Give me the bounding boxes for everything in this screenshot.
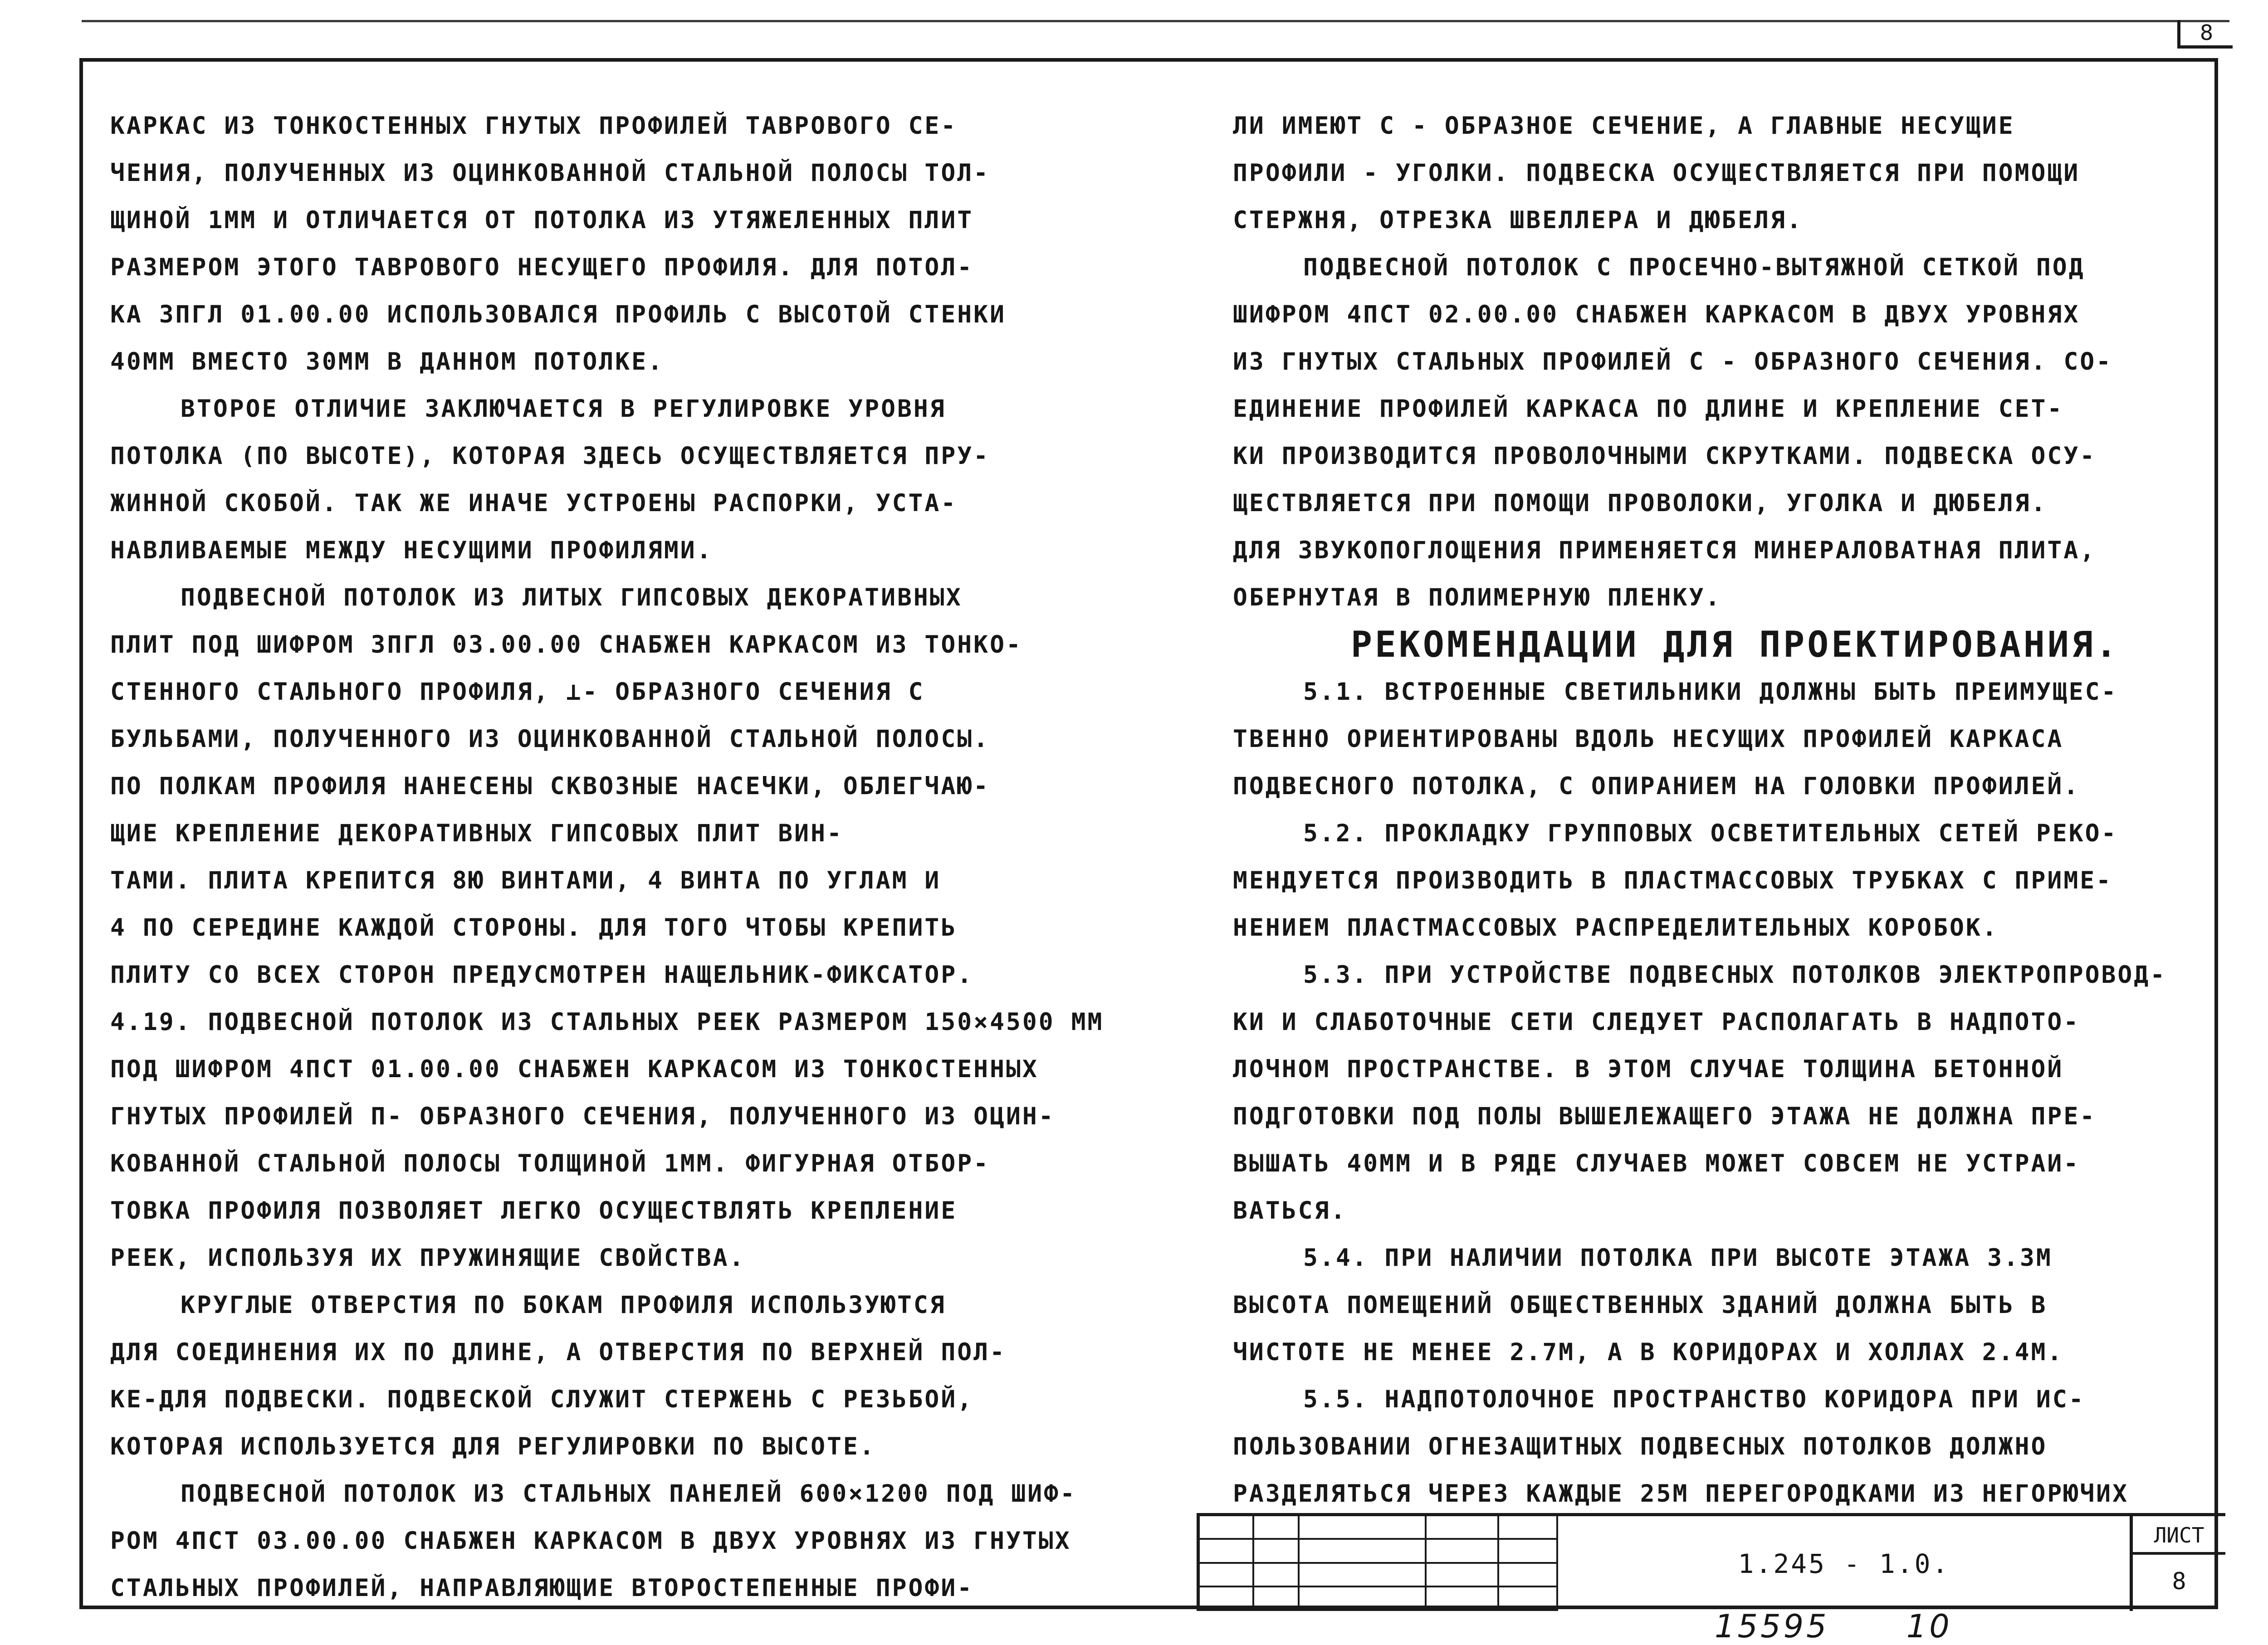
text-line: СТЕННОГО СТАЛЬНОГО ПРОФИЛЯ, ⊥- ОБРАЗНОГО СЕЧЕНИЯ С xyxy=(110,678,925,706)
text-line: КРУГЛЫЕ ОТВЕРСТИЯ ПО БОКАМ ПРОФИЛЯ ИСПОЛЬЗУЮТСЯ xyxy=(181,1291,946,1319)
text-line: ДЛЯ СОЕДИНЕНИЯ ИХ ПО ДЛИНЕ, А ОТВЕРСТИЯ ПО ВЕРХНЕЙ ПОЛ- xyxy=(110,1338,1006,1366)
title-block-cell xyxy=(1200,1587,1254,1611)
text-line: ПОД ШИФРОМ 4ПСТ 01.00.00 СНАБЖЕН КАРКАСОМ ИЗ ТОНКОСТЕННЫХ xyxy=(110,1055,1039,1083)
title-block-cell xyxy=(1300,1587,1427,1611)
text-line: 5.3. ПРИ УСТРОЙСТВЕ ПОДВЕСНЫХ ПОТОЛКОВ ЭЛЕКТРОПРОВОД- xyxy=(1303,961,2167,989)
title-block-cell xyxy=(1499,1540,1558,1563)
text-line: ПОДВЕСНОГО ПОТОЛКА, С ОПИРАНИЕМ НА ГОЛОВКИ ПРОФИЛЕЙ. xyxy=(1233,772,2080,800)
section-heading: РЕКОМЕНДАЦИИ ДЛЯ ПРОЕКТИРОВАНИЯ. xyxy=(1351,625,2120,665)
right-text-column xyxy=(1233,103,2204,1518)
title-block-cell xyxy=(1499,1564,1558,1587)
sheet-number: 8 xyxy=(2172,1568,2186,1595)
text-line: ПЛИТУ СО ВСЕХ СТОРОН ПРЕДУСМОТРЕН НАЩЕЛЬНИК-ФИКСАТОР. xyxy=(110,961,974,989)
text-line: 5.2. ПРОКЛАДКУ ГРУППОВЫХ ОСВЕТИТЕЛЬНЫХ СЕТЕЙ РЕКО- xyxy=(1303,820,2118,847)
text-line: ПО ПОЛКАМ ПРОФИЛЯ НАНЕСЕНЫ СКВОЗНЫЕ НАСЕЧКИ, ОБЛЕГЧАЮ- xyxy=(110,772,990,800)
text-line: 5.4. ПРИ НАЛИЧИИ ПОТОЛКА ПРИ ВЫСОТЕ ЭТАЖА 3.3М xyxy=(1303,1244,2053,1272)
archive-number xyxy=(1715,1608,1952,1645)
title-block-cell xyxy=(1254,1516,1300,1540)
text-line: ПОДВЕСНОЙ ПОТОЛОК ИЗ СТАЛЬНЫХ ПАНЕЛЕЙ 600×1200 ПОД ШИФ- xyxy=(181,1480,1076,1508)
title-block-cell xyxy=(1499,1587,1558,1611)
text-line: ЩИЕ КРЕПЛЕНИЕ ДЕКОРАТИВНЫХ ГИПСОВЫХ ПЛИТ ВИН- xyxy=(110,820,843,847)
text-line: ВЫШАТЬ 40ММ И В РЯДЕ СЛУЧАЕВ МОЖЕТ СОВСЕМ НЕ УСТРАИ- xyxy=(1233,1150,2080,1177)
text-line: ЛОЧНОМ ПРОСТРАНСТВЕ. В ЭТОМ СЛУЧАЕ ТОЛЩИНА БЕТОННОЙ xyxy=(1233,1055,2064,1083)
top-rule xyxy=(82,20,2229,22)
text-line: КА 3ПГЛ 01.00.00 ИСПОЛЬЗОВАЛСЯ ПРОФИЛЬ С ВЫСОТОЙ СТЕНКИ xyxy=(110,301,1006,328)
text-line: КОВАННОЙ СТАЛЬНОЙ ПОЛОСЫ ТОЛЩИНОЙ 1ММ. ФИГУРНАЯ ОТБОР- xyxy=(110,1150,990,1177)
left-text-column xyxy=(110,103,1167,1612)
text-line: МЕНДУЕТСЯ ПРОИЗВОДИТЬ В ПЛАСТМАССОВЫХ ТРУБКАХ С ПРИМЕ- xyxy=(1233,867,2113,894)
text-line: ОБЕРНУТАЯ В ПОЛИМЕРНУЮ ПЛЕНКУ. xyxy=(1233,584,1722,611)
archive-id: 15595 xyxy=(1715,1608,1829,1645)
text-line: ЕДИНЕНИЕ ПРОФИЛЕЙ КАРКАСА ПО ДЛИНЕ И КРЕПЛЕНИЕ СЕТ- xyxy=(1233,395,2064,423)
corner-page-number: 8 xyxy=(2177,20,2233,49)
text-line: РЕЕК, ИСПОЛЬЗУЯ ИХ ПРУЖИНЯЩИЕ СВОЙСТВА. xyxy=(110,1244,746,1272)
title-block-cell xyxy=(1300,1540,1427,1563)
text-line: ПРОФИЛИ - УГОЛКИ. ПОДВЕСКА ОСУЩЕСТВЛЯЕТСЯ ПРИ ПОМОЩИ xyxy=(1233,159,2080,187)
right-text-after-heading xyxy=(1233,669,2204,1518)
text-line: БУЛЬБАМИ, ПОЛУЧЕННОГО ИЗ ОЦИНКОВАННОЙ СТАЛЬНОЙ ПОЛОСЫ. xyxy=(110,725,990,753)
title-block-cell xyxy=(1254,1587,1300,1611)
text-line: ЩЕСТВЛЯЕТСЯ ПРИ ПОМОЩИ ПРОВОЛОКИ, УГОЛКА И ДЮБЕЛЯ. xyxy=(1233,489,2048,517)
text-line: СТАЛЬНЫХ ПРОФИЛЕЙ, НАПРАВЛЯЮЩИЕ ВТОРОСТЕПЕННЫЕ ПРОФИ- xyxy=(110,1574,974,1602)
text-line: ГНУТЫХ ПРОФИЛЕЙ П- ОБРАЗНОГО СЕЧЕНИЯ, ПОЛУЧЕННОГО ИЗ ОЦИН- xyxy=(110,1103,1055,1130)
text-line: ШИФРОМ 4ПСТ 02.00.00 СНАБЖЕН КАРКАСОМ В ДВУХ УРОВНЯХ xyxy=(1233,301,2080,328)
title-block-cell xyxy=(1427,1587,1499,1611)
text-line: РАЗДЕЛЯТЬСЯ ЧЕРЕЗ КАЖДЫЕ 25М ПЕРЕГОРОДКАМИ ИЗ НЕГОРЮЧИХ xyxy=(1233,1480,2129,1508)
text-line: ТАМИ. ПЛИТА КРЕПИТСЯ 8Ю ВИНТАМИ, 4 ВИНТА ПО УГЛАМ И xyxy=(110,867,941,894)
text-line: 5.5. НАДПОТОЛОЧНОЕ ПРОСТРАНСТВО КОРИДОРА ПРИ ИС- xyxy=(1303,1386,2085,1413)
text-line: ТВЕННО ОРИЕНТИРОВАНЫ ВДОЛЬ НЕСУЩИХ ПРОФИЛЕЙ КАРКАСА xyxy=(1233,725,2064,753)
text-line: ЩИНОЙ 1ММ И ОТЛИЧАЕТСЯ ОТ ПОТОЛКА ИЗ УТЯЖЕЛЕННЫХ ПЛИТ xyxy=(110,206,974,234)
text-line: ВАТЬСЯ. xyxy=(1233,1197,1347,1225)
text-line: РАЗМЕРОМ ЭТОГО ТАВРОВОГО НЕСУЩЕГО ПРОФИЛЯ. ДЛЯ ПОТОЛ- xyxy=(110,254,974,281)
text-line: 40ММ ВМЕСТО 30ММ В ДАННОМ ПОТОЛКЕ. xyxy=(110,348,664,376)
text-line: ЧИСТОТЕ НЕ МЕНЕЕ 2.7М, А В КОРИДОРАХ И ХОЛЛАХ 2.4М. xyxy=(1233,1338,2064,1366)
text-line: ПЛИТ ПОД ШИФРОМ 3ПГЛ 03.00.00 СНАБЖЕН КАРКАСОМ ИЗ ТОНКО- xyxy=(110,631,1022,659)
title-block-grid xyxy=(1200,1516,1558,1611)
title-block-cell xyxy=(1300,1564,1427,1587)
title-block-cell xyxy=(1427,1564,1499,1587)
text-line: ПОДВЕСНОЙ ПОТОЛОК ИЗ ЛИТЫХ ГИПСОВЫХ ДЕКОРАТИВНЫХ xyxy=(181,584,963,611)
title-block-cell xyxy=(1200,1516,1254,1540)
text-line: ДЛЯ ЗВУКОПОГЛОЩЕНИЯ ПРИМЕНЯЕТСЯ МИНЕРАЛОВАТНАЯ ПЛИТА, xyxy=(1233,537,2097,564)
right-text-before-heading xyxy=(1233,103,2204,621)
text-line: ПОДГОТОВКИ ПОД ПОЛЫ ВЫШЕЛЕЖАЩЕГО ЭТАЖА НЕ ДОЛЖНА ПРЕ- xyxy=(1233,1103,2097,1130)
text-line: КИ ПРОИЗВОДИТСЯ ПРОВОЛОЧНЫМИ СКРУТКАМИ. ПОДВЕСКА ОСУ- xyxy=(1233,442,2097,470)
text-line: НАВЛИВАЕМЫЕ МЕЖДУ НЕСУЩИМИ ПРОФИЛЯМИ. xyxy=(110,537,713,564)
title-block-cell xyxy=(1427,1540,1499,1563)
text-line: КОТОРАЯ ИСПОЛЬЗУЕТСЯ ДЛЯ РЕГУЛИРОВКИ ПО ВЫСОТЕ. xyxy=(110,1433,876,1460)
text-line: НЕНИЕМ ПЛАСТМАССОВЫХ РАСПРЕДЕЛИТЕЛЬНЫХ КОРОБОК. xyxy=(1233,914,1999,942)
text-line: 4 ПО СЕРЕДИНЕ КАЖДОЙ СТОРОНЫ. ДЛЯ ТОГО ЧТОБЫ КРЕПИТЬ xyxy=(110,914,958,942)
text-line: ЧЕНИЯ, ПОЛУЧЕННЫХ ИЗ ОЦИНКОВАННОЙ СТАЛЬНОЙ ПОЛОСЫ ТОЛ- xyxy=(110,159,990,187)
text-line: ПОЛЬЗОВАНИИ ОГНЕЗАЩИТНЫХ ПОДВЕСНЫХ ПОТОЛКОВ ДОЛЖНО xyxy=(1233,1433,2048,1460)
text-line: КАРКАС ИЗ ТОНКОСТЕННЫХ ГНУТЫХ ПРОФИЛЕЙ ТАВРОВОГО СЕ- xyxy=(110,112,958,140)
text-line: КИ И СЛАБОТОЧНЫЕ СЕТИ СЛЕДУЕТ РАСПОЛАГАТЬ В НАДПОТО- xyxy=(1233,1008,2080,1036)
text-line: КЕ-ДЛЯ ПОДВЕСКИ. ПОДВЕСКОЙ СЛУЖИТ СТЕРЖЕНЬ С РЕЗЬБОЙ, xyxy=(110,1386,974,1413)
text-line: ТОВКА ПРОФИЛЯ ПОЗВОЛЯЕТ ЛЕГКО ОСУЩЕСТВЛЯТЬ КРЕПЛЕНИЕ xyxy=(110,1197,958,1225)
text-line: ЛИ ИМЕЮТ С - ОБРАЗНОЕ СЕЧЕНИЕ, А ГЛАВНЫЕ НЕСУЩИЕ xyxy=(1233,112,2015,140)
text-line: ВТОРОЕ ОТЛИЧИЕ ЗАКЛЮЧАЕТСЯ В РЕГУЛИРОВКЕ УРОВНЯ xyxy=(181,395,946,423)
title-block xyxy=(1197,1513,2225,1611)
title-block-cell xyxy=(1300,1516,1427,1540)
text-line: СТЕРЖНЯ, ОТРЕЗКА ШВЕЛЛЕРА И ДЮБЕЛЯ. xyxy=(1233,206,1803,234)
text-line: ПОТОЛКА (ПО ВЫСОТЕ), КОТОРАЯ ЗДЕСЬ ОСУЩЕСТВЛЯЕТСЯ ПРУ- xyxy=(110,442,990,470)
title-block-cell xyxy=(1200,1564,1254,1587)
sheet-label: ЛИСТ xyxy=(2133,1516,2225,1555)
text-line: ЖИННОЙ СКОБОЙ. ТАК ЖЕ ИНАЧЕ УСТРОЕНЫ РАСПОРКИ, УСТА- xyxy=(110,489,958,517)
text-line: ПОДВЕСНОЙ ПОТОЛОК С ПРОСЕЧНО-ВЫТЯЖНОЙ СЕТКОЙ ПОД xyxy=(1303,254,2085,281)
title-block-cell xyxy=(1254,1564,1300,1587)
text-line: ВЫСОТА ПОМЕЩЕНИЙ ОБЩЕСТВЕННЫХ ЗДАНИЙ ДОЛЖНА БЫТЬ В xyxy=(1233,1291,2048,1319)
drawing-sheet xyxy=(79,58,2218,1609)
title-block-cell xyxy=(1499,1516,1558,1540)
text-line: РОМ 4ПСТ 03.00.00 СНАБЖЕН КАРКАСОМ В ДВУХ УРОВНЯХ ИЗ ГНУТЫХ xyxy=(110,1527,1071,1555)
title-block-cell xyxy=(1200,1540,1254,1563)
text-line: ИЗ ГНУТЫХ СТАЛЬНЫХ ПРОФИЛЕЙ С - ОБРАЗНОГО СЕЧЕНИЯ. СО- xyxy=(1233,348,2113,376)
sheet-cell xyxy=(2130,1516,2225,1611)
archive-page: 10 xyxy=(1906,1608,1952,1645)
title-block-cell xyxy=(1427,1516,1499,1540)
text-line: 4.19. ПОДВЕСНОЙ ПОТОЛОК ИЗ СТАЛЬНЫХ РЕЕК РАЗМЕРОМ 150×4500 ММ xyxy=(110,1008,1104,1036)
text-line: 5.1. ВСТРОЕННЫЕ СВЕТИЛЬНИКИ ДОЛЖНЫ БЫТЬ ПРЕИМУЩЕС- xyxy=(1303,678,2118,706)
document-code: 1.245 - 1.0. xyxy=(1738,1548,1950,1579)
title-block-cell xyxy=(1254,1540,1300,1563)
